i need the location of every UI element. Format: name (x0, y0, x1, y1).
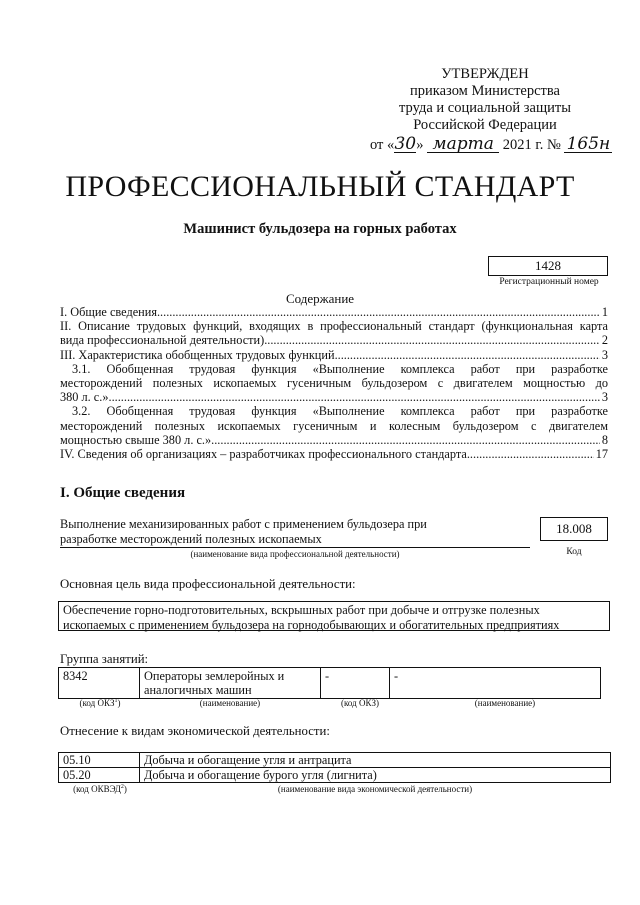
table-of-contents (60, 305, 608, 461)
date-day: 30 (394, 134, 417, 154)
okz-code-caption: (код ОКЗ$^1$) (79, 698, 121, 708)
toc-dots (264, 333, 600, 347)
activity-name-line: Выполнение механизированных работ с применением бульдозера при (60, 517, 427, 531)
group-label: Группа занятий: (60, 652, 149, 666)
toc-dots (109, 390, 600, 404)
approval-line: УТВЕРЖДЕН (441, 66, 529, 82)
toc-item-text: месторождений полезных ископаемых гусеничным бульдозером с двигателем мощностью до (60, 376, 608, 391)
occupation-group-table (58, 667, 601, 699)
toc-dots (157, 305, 600, 319)
okz-code-cell: 8342 (59, 668, 140, 699)
okved-name-caption: (наименование вида экономической деятельности) (277, 784, 473, 794)
toc-item-text: вида профессиональной деятельности) (60, 333, 265, 348)
toc-page: 2 (601, 333, 608, 348)
okved-code-cell: 05.10 (59, 753, 140, 768)
registration-number: 1428 (488, 256, 608, 276)
approval-date (370, 136, 630, 154)
toc-item-iv[interactable] (60, 447, 608, 461)
order-number: 165н (564, 136, 612, 153)
okz-code-caption: (код ОКЗ) (341, 698, 379, 708)
table-row (59, 768, 611, 783)
toc-item-text: 380 л. с.» (60, 390, 109, 405)
okved-code-cell: 05.20 (59, 768, 140, 783)
activity-name (60, 517, 470, 546)
okved-name-cell: Добыча и обогащение угля и антрацита (140, 753, 611, 768)
approval-line: Российской Федерации (413, 117, 557, 133)
toc-item-3-2[interactable] (60, 404, 608, 447)
date-mid: » (416, 137, 424, 153)
toc-page: 8 (601, 432, 608, 447)
okz-name-cell: - (390, 668, 601, 699)
date-prefix: от « (370, 137, 395, 153)
toc-item-text: 3.2. Обобщенная трудовая функция «Выполнение комплекса работ при разработке (72, 404, 608, 419)
toc-item-text: IV. Сведения об организациях – разработчиках профессионального стандарта (60, 447, 467, 462)
toc-item-iii[interactable] (60, 348, 608, 362)
approval-line: труда и социальной защиты (399, 100, 571, 116)
document-title: ПРОФЕССИОНАЛЬНЫЙ СТАНДАРТ (65, 170, 575, 203)
toc-heading: Содержание (285, 291, 355, 306)
goal-line: Обеспечение горно-подготовительных, вскрышных работ при добыче и отгрузке полезных (63, 603, 540, 617)
okz-name-cell (140, 668, 321, 699)
code-caption: Код (566, 547, 582, 557)
activity-caption: (наименование вида профессиональной деятельности) (190, 549, 400, 559)
okved-label: Отнесение к видам экономической деятельности: (60, 724, 330, 738)
okz-code-cell: - (321, 668, 390, 699)
goal-box (58, 601, 610, 631)
okz-name-line: аналогичных машин (144, 683, 252, 697)
toc-item-text: II. Описание трудовых функций, входящих в профессиональный стандарт (функциональная карта (60, 319, 608, 334)
okz-name-caption: (наименование) (199, 698, 261, 708)
goal-line: ископаемых с применением бульдозера на горнодобывающих и обогатительных предприятиях (63, 617, 560, 632)
okz-name-caption: (наименование) (474, 698, 536, 708)
document-subtitle: Машинист бульдозера на горных работах (183, 221, 457, 237)
activity-underline (60, 547, 530, 548)
activity-code: 18.008 (540, 517, 608, 541)
toc-item-text: III. Характеристика обобщенных трудовых функций (60, 347, 335, 362)
registration-label: Регистрационный номер (499, 277, 599, 287)
okz-name-line: Операторы землеройных и (144, 669, 285, 683)
toc-item-text: мощностью свыше 380 л. с.» (60, 432, 212, 447)
toc-item-ii[interactable] (60, 319, 608, 347)
section-heading: I. Общие сведения (60, 485, 186, 501)
toc-page: 3 (601, 390, 608, 405)
approval-block (370, 66, 600, 134)
toc-page: 3 (601, 347, 608, 362)
toc-dots (335, 348, 600, 362)
toc-item-text: 3.1. Обобщенная трудовая функция «Выполнение комплекса работ при разработке (72, 361, 608, 376)
okved-name-cell: Добыча и обогащение бурого угля (лигнита) (140, 768, 611, 783)
toc-dots (467, 447, 594, 461)
toc-item-3-1[interactable] (60, 362, 608, 405)
toc-page: 17 (595, 447, 608, 462)
approval-line: приказом Министерства (410, 83, 560, 99)
date-year: 2021 г. № (502, 137, 561, 153)
table-row (59, 668, 601, 699)
okved-table (58, 752, 611, 783)
table-row (59, 753, 611, 768)
goal-label: Основная цель вида профессиональной деятельности: (60, 577, 356, 591)
activity-name-line: разработке месторождений полезных ископаемых (60, 531, 322, 546)
date-month: марта (427, 136, 499, 153)
toc-item-text: I. Общие сведения (60, 305, 157, 319)
toc-page: 1 (601, 305, 608, 319)
toc-item-i[interactable] (60, 305, 608, 319)
toc-item-text: месторождений полезных ископаемых гусеничным и колесным бульдозером с двигателем (60, 418, 608, 433)
okved-code-caption: (код ОКВЭД$^2$) (73, 784, 127, 794)
toc-dots (211, 433, 600, 447)
